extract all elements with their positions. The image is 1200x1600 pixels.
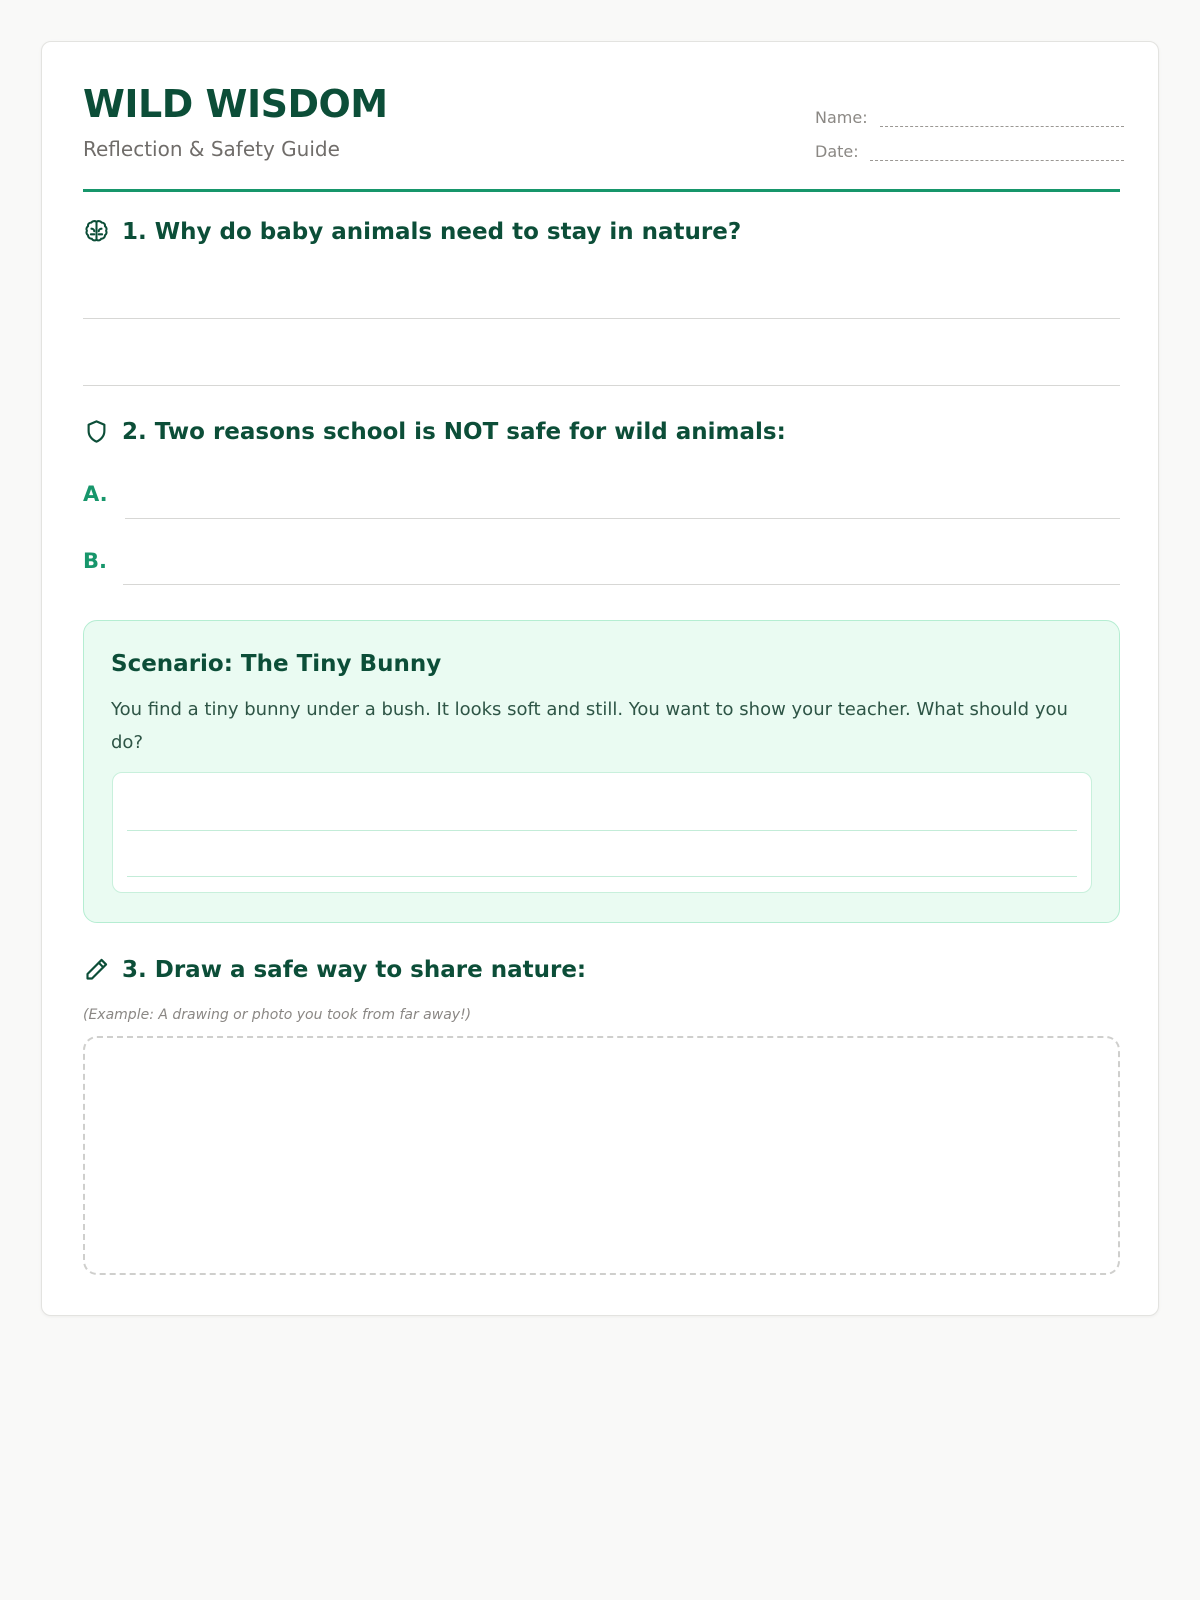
- header-divider: [83, 189, 1120, 192]
- worksheet-title: WILD WISDOM: [83, 82, 388, 126]
- worksheet-card: [41, 41, 1159, 1316]
- shield-icon: [83, 418, 110, 445]
- brain-icon: [83, 218, 110, 245]
- name-field[interactable]: [815, 108, 868, 127]
- pencil-icon: [83, 956, 110, 983]
- drawing-area[interactable]: [83, 1036, 1120, 1275]
- question-2-text: 2. Two reasons school is NOT safe for wild animals:: [122, 418, 786, 445]
- reason-a-line[interactable]: [125, 518, 1120, 519]
- scenario-text: You find a tiny bunny under a bush. It looks soft and still. You want to show your teacher. What should you do?: [111, 699, 1068, 753]
- question-1: [83, 218, 741, 245]
- reason-a-label: A.: [83, 482, 108, 506]
- drawing-example-hint: (Example: A drawing or photo you took from far away!): [83, 1007, 472, 1023]
- scenario-title: Scenario: The Tiny Bunny: [111, 651, 442, 677]
- q1-answer-line-1[interactable]: [83, 318, 1120, 319]
- name-label: Name:: [815, 108, 868, 127]
- name-blank-line[interactable]: [880, 126, 1124, 127]
- question-3-text: 3. Draw a safe way to share nature:: [122, 956, 587, 983]
- reason-b-line[interactable]: [123, 584, 1120, 585]
- reason-b-label: B.: [83, 549, 107, 573]
- scenario-answer-line-1[interactable]: [127, 830, 1077, 831]
- scenario-answer-line-2[interactable]: [127, 876, 1077, 877]
- question-1-text: 1. Why do baby animals need to stay in nature?: [122, 218, 742, 245]
- q1-answer-line-2[interactable]: [83, 385, 1120, 386]
- date-blank-line[interactable]: [870, 160, 1124, 161]
- date-label: Date:: [815, 142, 859, 161]
- question-2: [83, 418, 786, 445]
- scenario-panel: [83, 620, 1120, 923]
- worksheet-subtitle: Reflection & Safety Guide: [83, 137, 340, 161]
- scenario-answer-box[interactable]: [112, 772, 1092, 893]
- date-field[interactable]: [815, 142, 859, 161]
- question-3: [83, 956, 586, 983]
